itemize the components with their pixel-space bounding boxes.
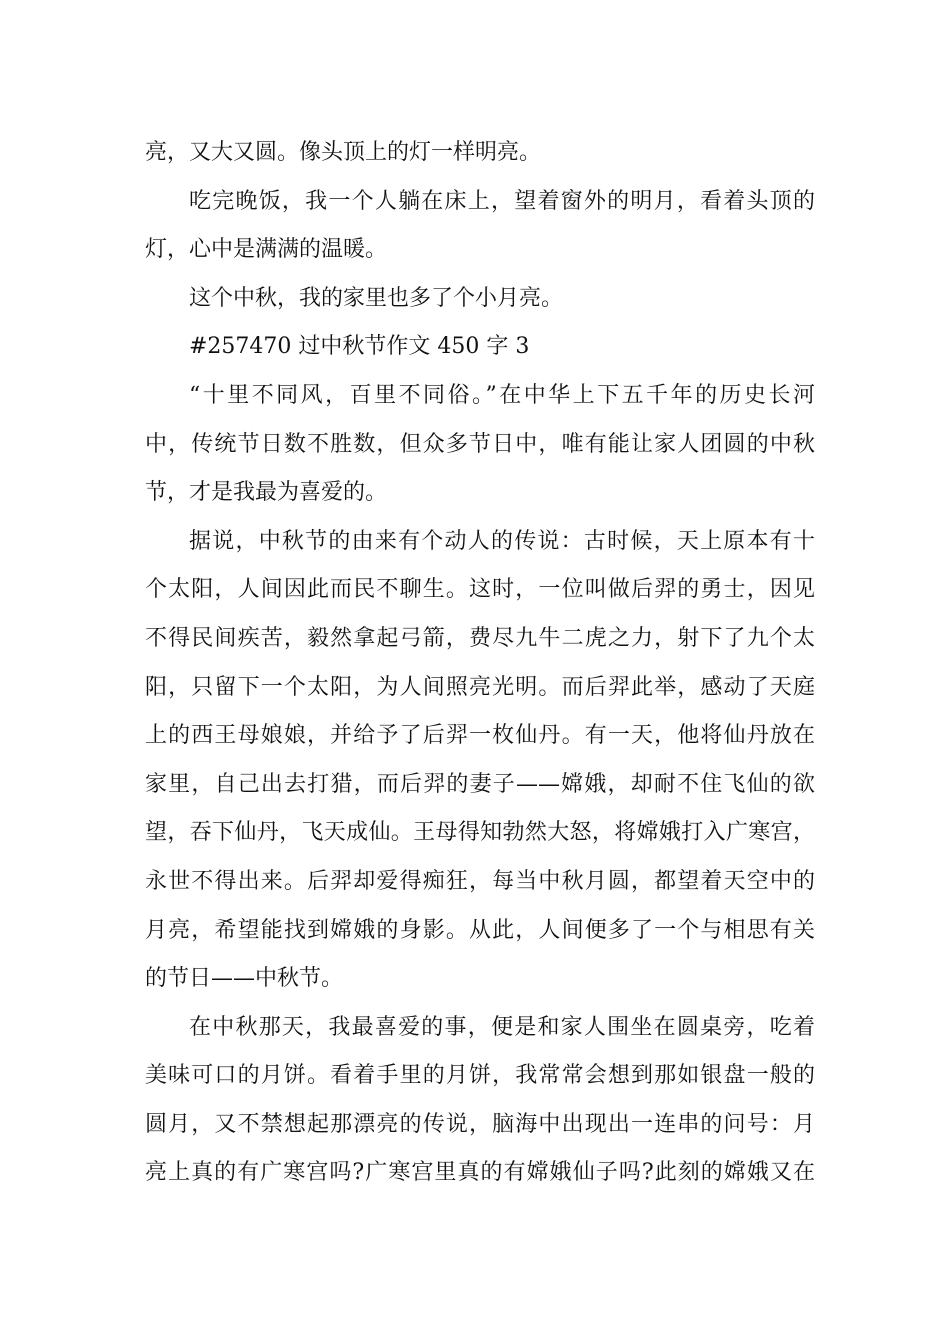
- text-line: 阳，只留下一个太阳，为人间照亮光明。而后羿此举，感动了天庭: [145, 674, 815, 700]
- text-line: 望，吞下仙丹，飞天成仙。王母得知勃然大怒，将嫦娥打入广寒宫，: [145, 820, 815, 846]
- text-line: 上的西王母娘娘，并给予了后羿一枚仙丹。有一天，他将仙丹放在: [145, 723, 815, 749]
- text-line: #257470 过中秋节作文 450 字 3: [189, 334, 530, 360]
- text-line: 不得民间疾苦，毅然拿起弓箭，费尽九牛二虎之力，射下了九个太: [145, 625, 815, 651]
- text-line: “十里不同风，百里不同俗。”在中华上下五千年的历史长河: [189, 382, 815, 408]
- text-line: 这个中秋，我的家里也多了个小月亮。: [189, 285, 564, 311]
- text-line: 圆月，又不禁想起那漂亮的传说，脑海中出现出一连串的问号：月: [145, 1111, 815, 1137]
- text-line: 美味可口的月饼。看着手里的月饼，我常常会想到那如银盘一般的: [145, 1063, 815, 1089]
- text-line: 据说，中秋节的由来有个动人的传说：古时候，天上原本有十: [189, 528, 815, 554]
- text-line: 中，传统节日数不胜数，但众多节日中，唯有能让家人团圆的中秋: [145, 431, 815, 457]
- document-body: [145, 129, 815, 1198]
- text-line: 个太阳，人间因此而民不聊生。这时，一位叫做后羿的勇士，因见: [145, 577, 815, 603]
- text-line: 家里，自己出去打猎，而后羿的妻子——嫦娥，却耐不住飞仙的欲: [145, 771, 815, 797]
- text-line: 吃完晚饭，我一个人躺在床上，望着窗外的明月，看着头顶的: [189, 188, 815, 214]
- text-line: 节，才是我最为喜爱的。: [145, 480, 388, 506]
- text-line: 亮，又大又圆。像头顶上的灯一样明亮。: [145, 140, 542, 165]
- text-line: 永世不得出来。后羿却爱得痴狂，每当中秋月圆，都望着天空中的: [145, 868, 815, 894]
- text-line: 在中秋那天，我最喜爱的事，便是和家人围坐在圆桌旁，吃着: [189, 1014, 815, 1040]
- text-line: 灯，心中是满满的温暖。: [145, 237, 388, 263]
- text-line: 月亮，希望能找到嫦娥的身影。从此，人间便多了一个与相思有关: [145, 917, 815, 943]
- text-line: 的节日——中秋节。: [145, 966, 344, 992]
- text-line: 亮上真的有广寒宫吗?广寒宫里真的有嫦娥仙子吗?此刻的嫦娥又在: [145, 1160, 815, 1186]
